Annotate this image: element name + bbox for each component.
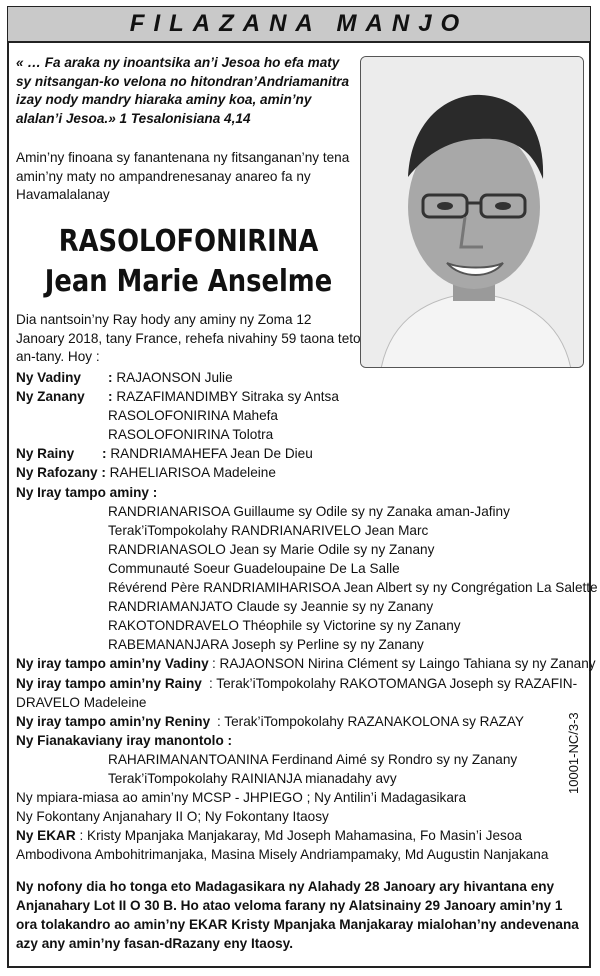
father-name: RANDRIAMAHEFA Jean De Dieu [110,446,313,462]
intro-text: Amin’ny finoana sy fanantenana ny fitsanganan’ny tena amin’ny maty no ampandrenesanay anareo fa ny Havamalalanay [16,150,350,202]
family-list [16,368,598,864]
child-name: RAZAFIMANDIMBY Sitraka sy Antsa [116,389,339,405]
ekar-text: : Kristy Mpanjaka Manjakaray, Md Joseph Mahamasina, Fo Masin’i Jesoa Ambodivona Ambohitrimanjaka, Masina Misely Andriampamaky, Md Augustin Nanjakana [16,828,549,863]
sibling-name: RANDRIAMANJATO Claude sy Jeannie sy ny Zanany [108,599,434,615]
portrait-illustration [361,57,584,368]
reference-code: 10001-NC/3-3 [566,712,581,794]
sibling-name: Communauté Soeur Guadeloupaine De La Salle [108,560,400,576]
spouse-siblings-names: : RAJAONSON Nirina Clément sy Laingo Tahiana sy ny Zanany [212,656,596,672]
ekar-block [16,826,586,864]
sibling-row [16,502,586,521]
ekar-label: Ny EKAR [16,828,76,844]
father-siblings-names-cont: DRAVELO Madeleine [16,694,147,710]
death-notice: Dia nantsoin’ny Ray hody any aminy ny Zoma 12 Janoary 2018, tany France, rehefa nivahiny 59 taona teto an-tany. Hoy : [16,312,361,364]
sibling-row [16,635,586,654]
father-label: Ny Rainy [16,446,75,462]
spouse-label: Ny Vadiny [16,370,81,385]
colleagues-row [16,788,586,807]
sibling-row [16,616,586,635]
sibling-name: RANDRIANARISOA Guillaume sy Odile sy ny Zanaka aman-Jafiny [108,503,510,519]
fokontany-text: Ny Fokontany Anjanahary II O; Ny Fokontany Itaosy [16,809,329,825]
sibling-name: RABEMANANJARA Joseph sy Perline sy ny Zanany [108,637,424,653]
children-label: Ny Zanany [16,389,85,405]
father-row: Ny Rainy : RANDRIAMAHEFA Jean De Dieu [16,444,586,463]
portrait-photo [360,56,584,368]
spouse-siblings-row [16,654,596,673]
father-siblings-row-cont [16,693,586,712]
header-title: FILAZANA MANJO [129,10,469,37]
in-law-label: Ny Rafozany : [16,465,106,481]
extended-family-header-row [16,731,586,750]
extended-family-row [16,750,586,769]
sibling-row [16,578,598,597]
extended-family-name: Terak’iTompokolahy RAINIANJA mianadahy avy [108,770,397,786]
child-name: RASOLOFONIRINA Mahefa [108,408,278,424]
sibling-row [16,540,586,559]
father-siblings-row [16,674,586,693]
spouse-name: RAJAONSON Julie [116,370,233,385]
deceased-surname: RASOLOFONIRINA [58,224,319,259]
extended-family-label: Ny Fianakaviany iray manontolo : [16,732,233,748]
mother-siblings-names: : Terak’iTompokolahy RAZANAKOLONA sy RAZAY [217,713,524,729]
sibling-name: RANDRIANASOLO Jean sy Marie Odile sy ny Zanany [108,541,435,557]
child-row [16,425,586,444]
sibling-name: RAKOTONDRAVELO Théophile sy Victorine sy ny Zanany [108,618,461,634]
in-law-name: RAHELIARISOA Madeleine [109,465,276,481]
father-siblings-label: Ny iray tampo amin’ny Rainy [16,675,202,691]
extended-family-row [16,769,586,788]
extended-family-name: RAHARIMANANTOANINA Ferdinand Aimé sy Rondro sy ny Zanany [108,751,518,767]
in-law-row [16,463,586,482]
siblings-label: Ny Iray tampo aminy : [16,484,158,500]
header-banner [8,7,590,43]
spouse-row: Ny Vadiny : RAJAONSON Julie [16,368,586,387]
sibling-name: Terak’iTompokolahy RANDRIANARIVELO Jean Marc [108,522,429,538]
sibling-row [16,559,586,578]
child-row [16,406,586,425]
bible-quote: « … Fa araka ny inoantsika an’i Jesoa ho efa maty sy nitsangan-ko velona no hitondran’Andriamanitra izay nody mandry hiaraka aminy koa, amin’ny alalan’i Jesoa.» 1 Tesalonisiana 4,14 [16,55,350,126]
father-siblings-names: : Terak’iTompokolahy RAKOTOMANGA Joseph sy RAZAFIN- [209,675,578,691]
mother-siblings-row [16,712,586,731]
siblings-header-row [16,483,586,502]
deceased-given-names: Jean Marie Anselme [44,264,333,299]
spouse-siblings-label: Ny iray tampo amin’ny Vadiny [16,656,209,672]
colleagues-text: Ny mpiara-miasa ao amin’ny MCSP - JHPIEGO ; Ny Antilin’i Madagasikara [16,790,467,806]
mother-siblings-label: Ny iray tampo amin’ny Reniny [16,713,211,729]
fokontany-row [16,807,586,826]
sibling-name: Révérend Père RANDRIAMIHARISOA Jean Albert sy ny Congrégation La Salette [108,580,598,596]
children-row: Ny Zanany : RAZAFIMANDIMBY Sitraka sy Antsa [16,387,586,406]
sibling-row [16,521,586,540]
sibling-row [16,597,586,616]
child-name: RASOLOFONIRINA Tolotra [108,427,274,443]
funeral-arrangements: Ny nofony dia ho tonga eto Madagasikara ny Alahady 28 Janoary ary hivantana eny Anjanahary Lot II O 30 B. Ho atao veloma farany ny Alatsinainy 29 Janoary amin’ny 1 ora tolakandro ao amin’ny EKAR Kristy Mpanjaka Manjakaray mialohan’ny andevenana azy any amin’ny fasan-dRazany eny Itaosy. [16,879,579,952]
